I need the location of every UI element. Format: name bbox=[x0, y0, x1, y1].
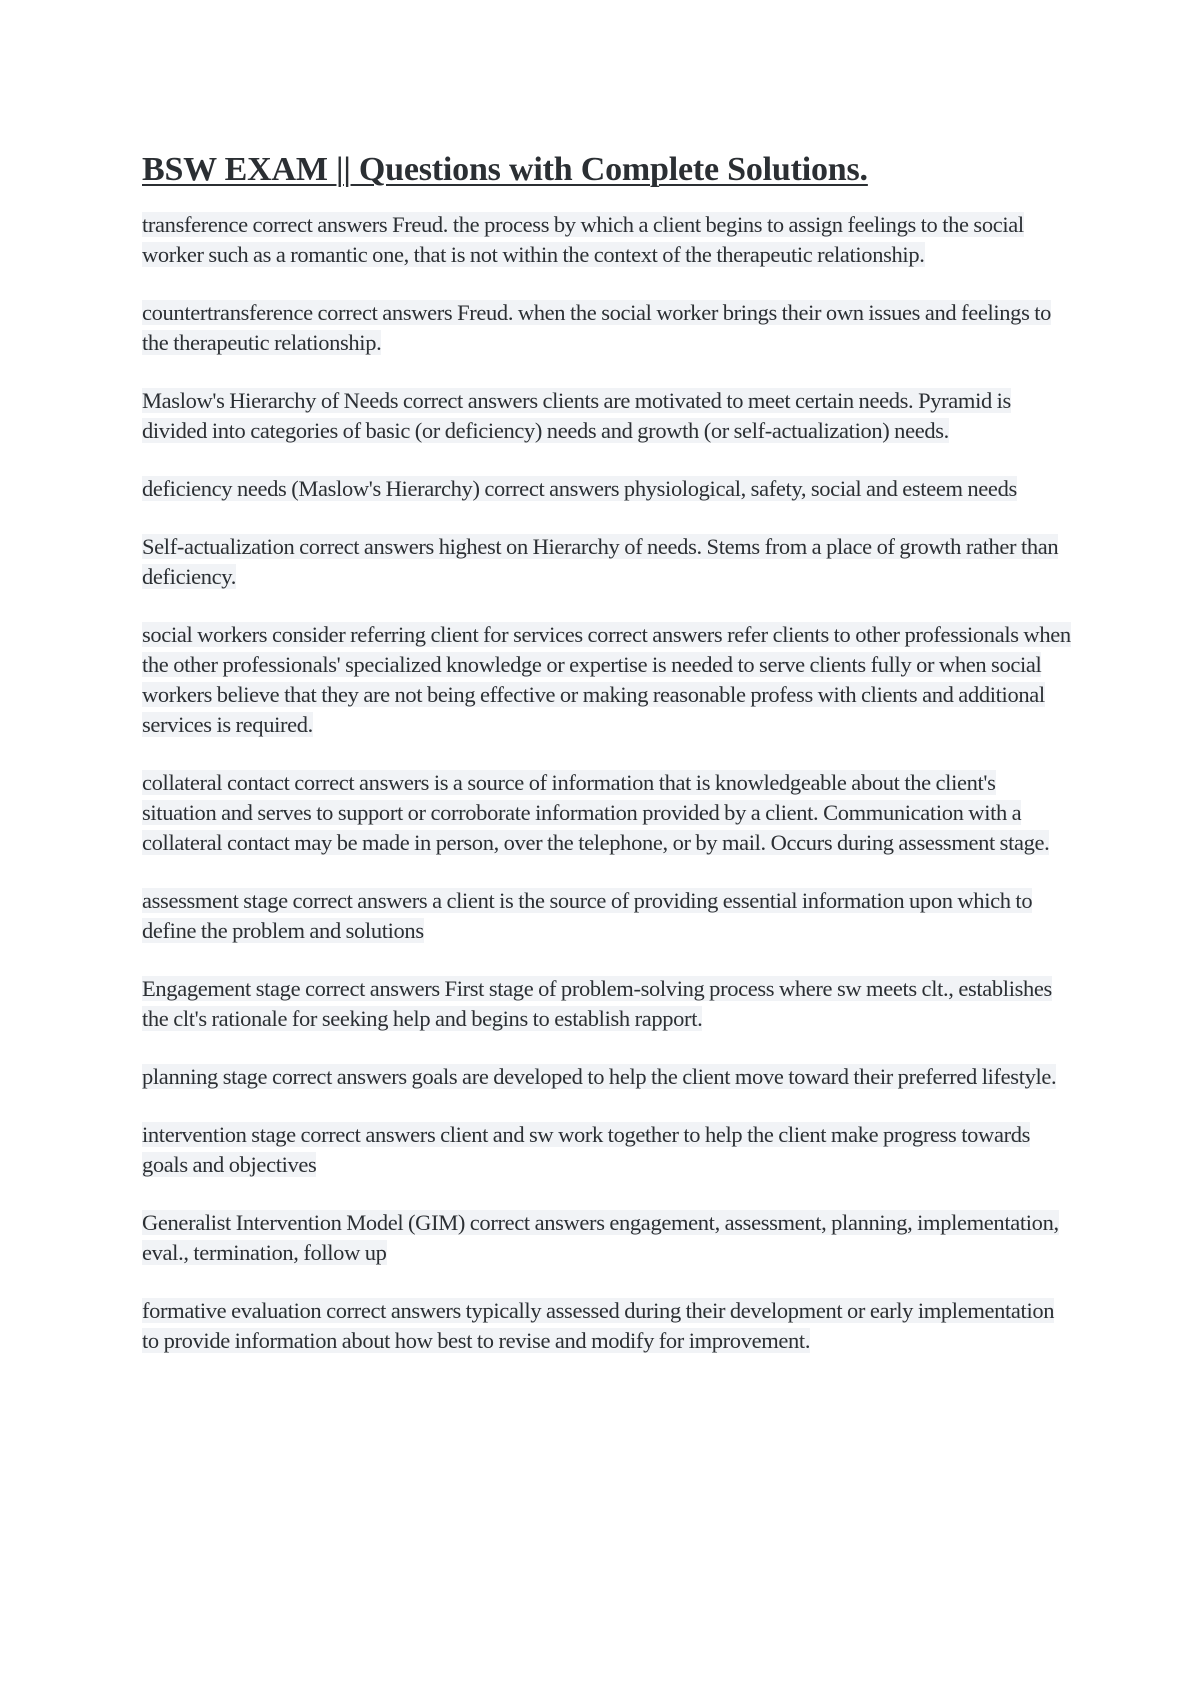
qa-entry-text: social workers consider referring client for services correct answers refer clients to other professionals when the other professionals' specialized knowledge or expertise is needed to serve clients fully or when social workers believe that they are not being effective or making reasonable profess with clients and additional services is required. bbox=[142, 622, 1071, 737]
qa-entry-text: Generalist Intervention Model (GIM) correct answers engagement, assessment, planning, implementation, eval., termination, follow up bbox=[142, 1210, 1059, 1265]
qa-entry-text: collateral contact correct answers is a source of information that is knowledgeable about the client's situation and serves to support or corroborate information provided by a client. Communication with a collateral contact may be made in person, over the telephone, or by mail. Occurs during assessment stage. bbox=[142, 770, 1050, 855]
qa-entry bbox=[142, 1062, 1072, 1092]
qa-entry-text: assessment stage correct answers a client is the source of providing essential information upon which to define the problem and solutions bbox=[142, 888, 1033, 943]
qa-entry-text: transference correct answers Freud. the process by which a client begins to assign feelings to the social worker such as a romantic one, that is not within the context of the therapeutic relationship. bbox=[142, 212, 1024, 267]
qa-entry-text: Maslow's Hierarchy of Needs correct answers clients are motivated to meet certain needs. Pyramid is divided into categories of basic (or deficiency) needs and growth (or self-actualization) needs. bbox=[142, 388, 1011, 443]
qa-entry bbox=[142, 1208, 1072, 1268]
qa-entry bbox=[142, 1120, 1072, 1180]
qa-entry bbox=[142, 886, 1072, 946]
qa-entry-text: formative evaluation correct answers typically assessed during their development or early implementation to provide information about how best to revise and modify for improvement. bbox=[142, 1298, 1055, 1353]
qa-entry bbox=[142, 532, 1072, 592]
qa-entry bbox=[142, 210, 1072, 270]
qa-entry-text: Engagement stage correct answers First stage of problem-solving process where sw meets clt., establishes the clt's rationale for seeking help and begins to establish rapport. bbox=[142, 976, 1052, 1031]
qa-entry-text: countertransference correct answers Freud. when the social worker brings their own issues and feelings to the therapeutic relationship. bbox=[142, 300, 1052, 355]
qa-entry bbox=[142, 298, 1072, 358]
qa-entry bbox=[142, 386, 1072, 446]
qa-entry bbox=[142, 474, 1072, 504]
qa-entry bbox=[142, 768, 1072, 858]
qa-entry-text: deficiency needs (Maslow's Hierarchy) correct answers physiological, safety, social and esteem needs bbox=[142, 476, 1017, 501]
document-page bbox=[142, 150, 1072, 1384]
qa-entry bbox=[142, 974, 1072, 1034]
qa-entry-text: planning stage correct answers goals are developed to help the client move toward their preferred lifestyle. bbox=[142, 1064, 1057, 1089]
qa-entry bbox=[142, 1296, 1072, 1356]
qa-entry-text: Self-actualization correct answers highest on Hierarchy of needs. Stems from a place of growth rather than deficiency. bbox=[142, 534, 1059, 589]
page-title: BSW EXAM || Questions with Complete Solutions. bbox=[142, 151, 868, 188]
qa-entry bbox=[142, 620, 1072, 740]
qa-entry-text: intervention stage correct answers client and sw work together to help the client make progress towards goals and objectives bbox=[142, 1122, 1031, 1177]
